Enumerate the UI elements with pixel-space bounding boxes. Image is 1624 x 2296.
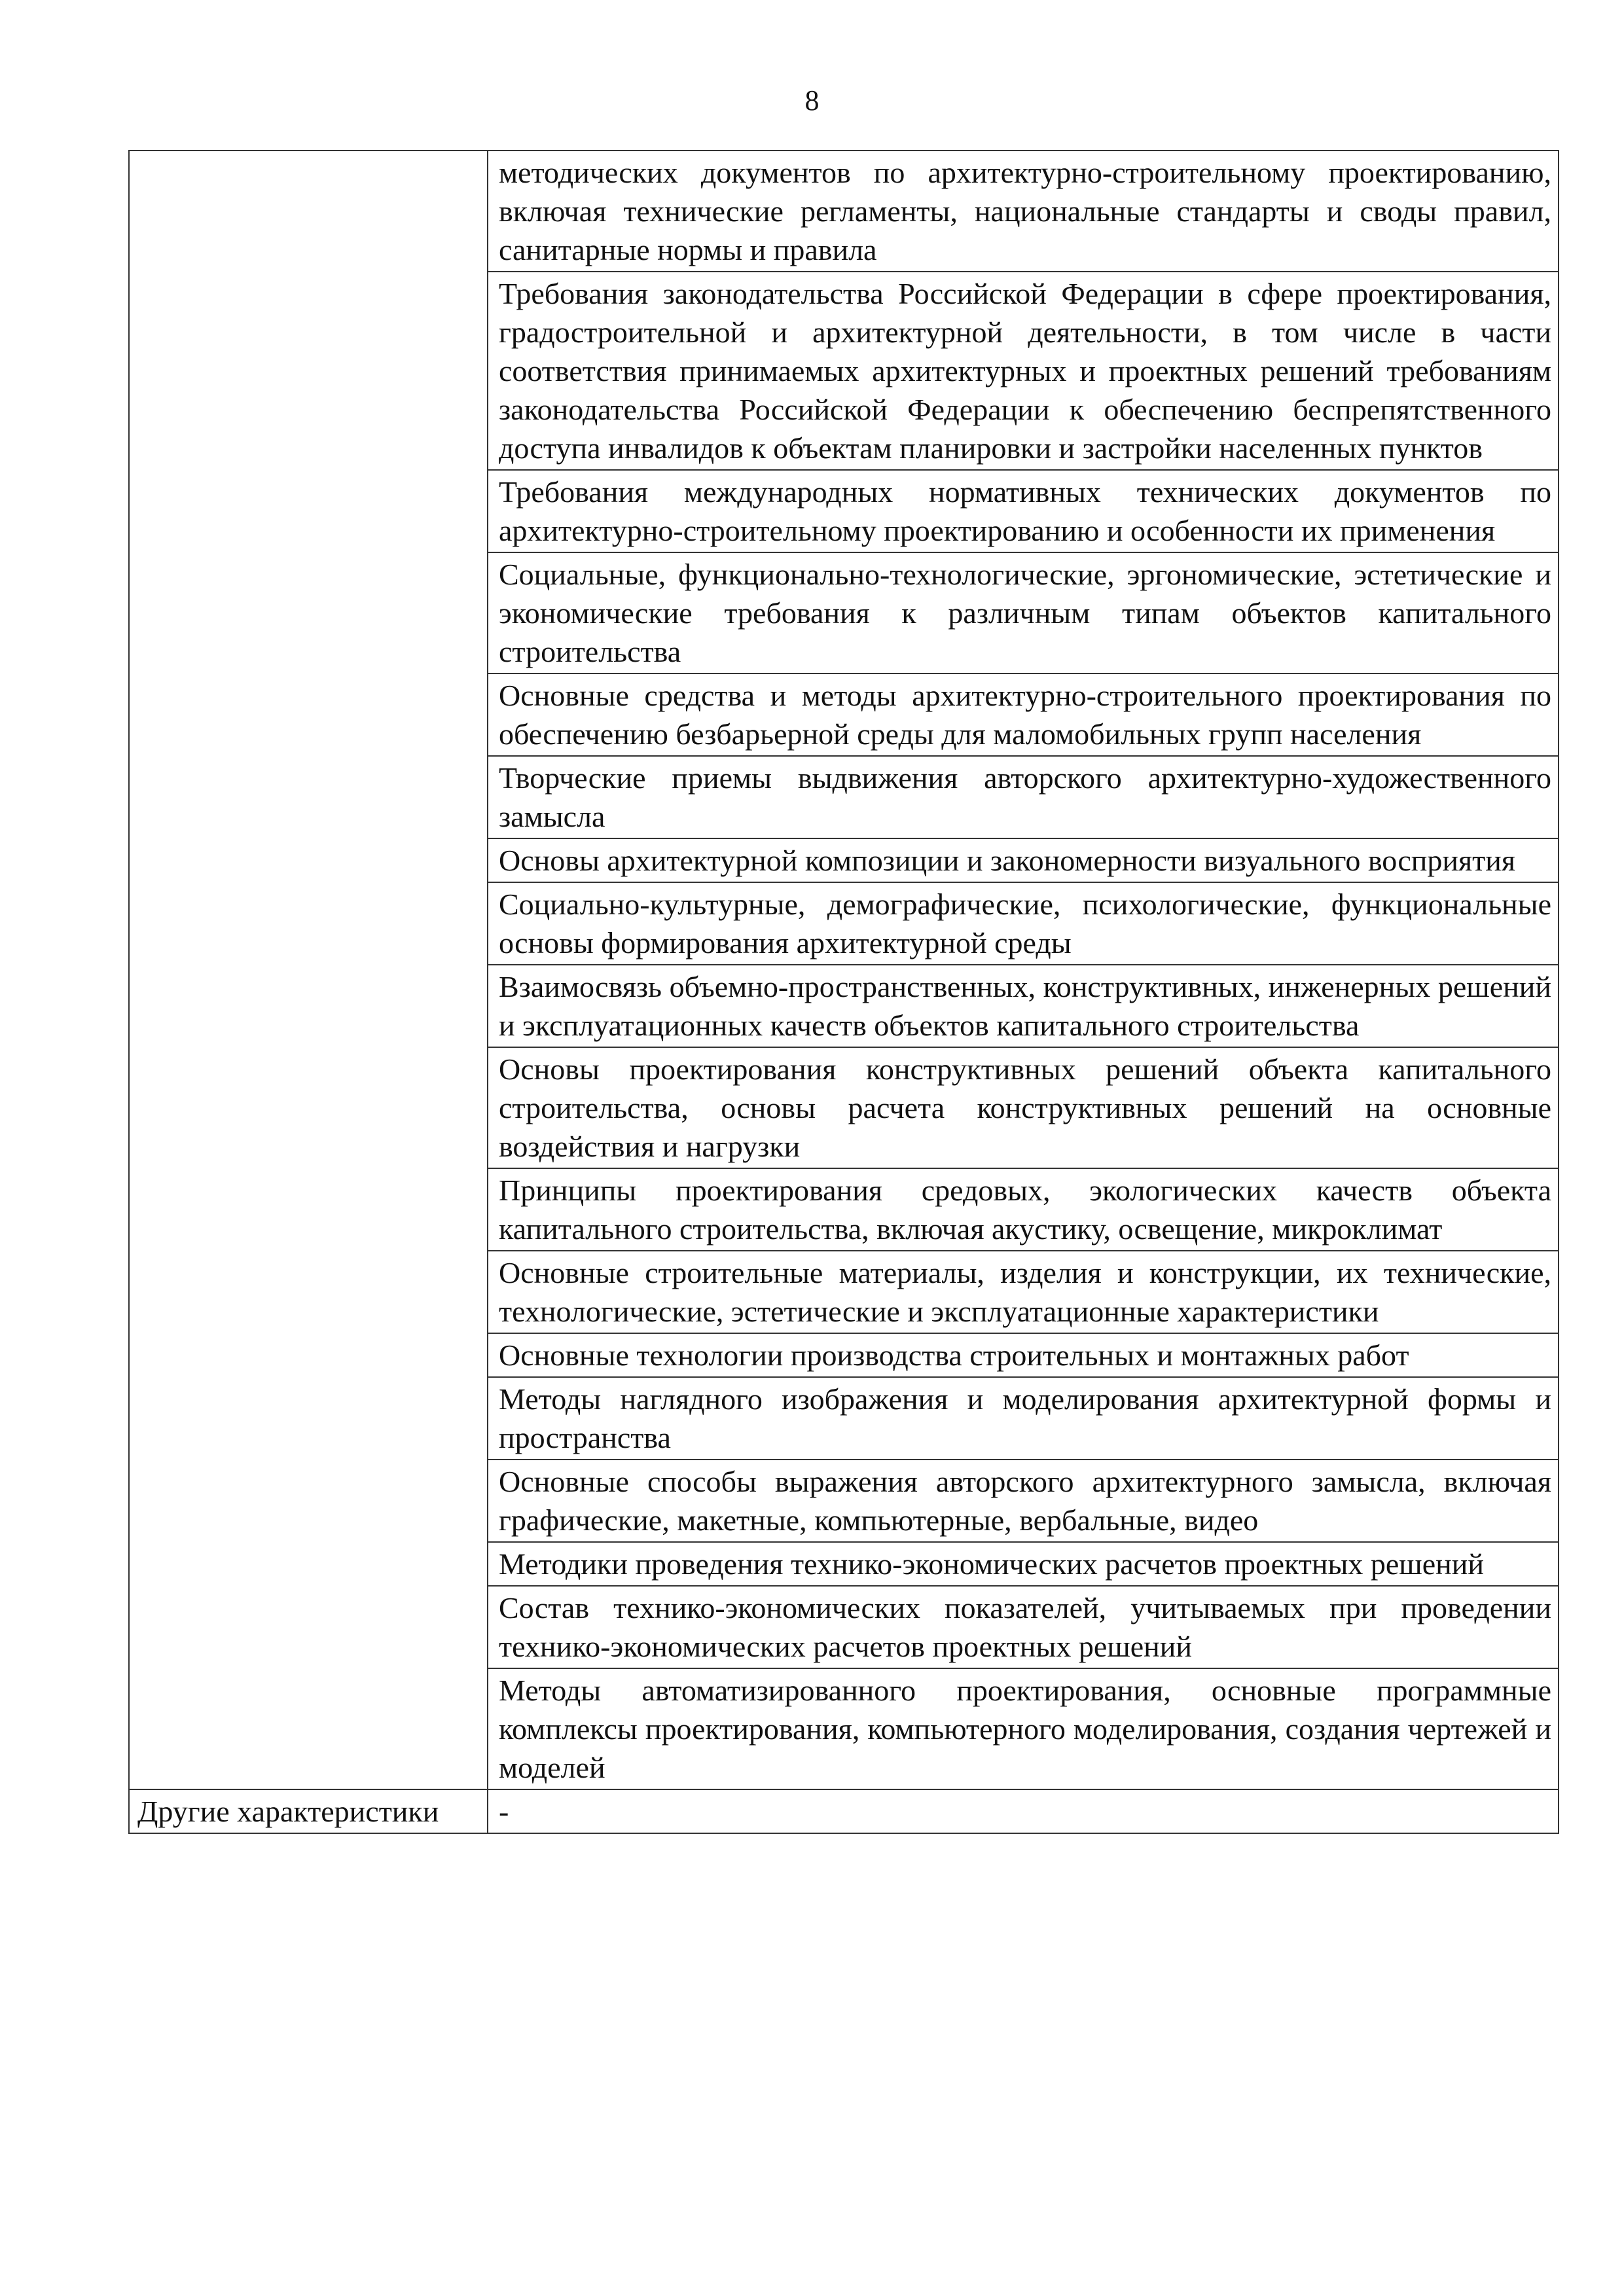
table-row [129,1047,1559,1168]
empty-label-cell [129,1668,488,1789]
empty-label-cell [129,1047,488,1168]
requirement-text: Принципы проектирования средовых, экологических качеств объекта капитального строительства, включая акустику, освещение, микроклимат [488,1168,1559,1251]
table-row [129,1542,1559,1586]
table-row [129,673,1559,756]
requirement-text: Основные строительные материалы, изделия и конструкции, их технические, технологические, эстетические и эксплуатационные характеристики [488,1251,1559,1333]
table-row [129,1333,1559,1377]
table-row [129,1377,1559,1460]
empty-label-cell [129,1168,488,1251]
table-row [129,1251,1559,1333]
requirement-text: Методики проведения технико-экономических расчетов проектных решений [488,1542,1559,1586]
table-row [129,151,1559,272]
empty-label-cell [129,552,488,673]
table-row [129,756,1559,838]
requirement-text: Творческие приемы выдвижения авторского архитектурно-художественного замысла [488,756,1559,838]
table-row [129,1789,1559,1833]
requirements-table [128,150,1559,1834]
empty-label-cell [129,1251,488,1333]
table-row [129,1168,1559,1251]
empty-label-cell [129,1377,488,1460]
requirement-text: Требования международных нормативных технических документов по архитектурно-строительному проектированию и особенности их применения [488,470,1559,552]
requirement-text: Основные способы выражения авторского архитектурного замысла, включая графические, макетные, компьютерные, вербальные, видео [488,1460,1559,1542]
table-row [129,1668,1559,1789]
requirement-text: Основы проектирования конструктивных решений объекта капитального строительства, основы расчета конструктивных решений на основные воздействия и нагрузки [488,1047,1559,1168]
empty-label-cell [129,1586,488,1668]
requirement-text: Требования законодательства Российской Федерации в сфере проектирования, градостроительной и архитектурной деятельности, в том числе в части соответствия принимаемых архитектурных и проектных решений требованиям законодательства Российской Федерации к обеспечению беспрепятственного доступа инвалидов к объектам планировки и застройки населенных пунктов [488,272,1559,470]
requirement-text: Методы автоматизированного проектирования, основные программные комплексы проектирования, компьютерного моделирования, создания чертежей и моделей [488,1668,1559,1789]
table-row [129,1586,1559,1668]
other-characteristics-label: Другие характеристики [129,1789,488,1833]
requirement-text: Социальные, функционально-технологические, эргономические, эстетические и экономические требования к различным типам объектов капитального строительства [488,552,1559,673]
table-row [129,272,1559,470]
table-row [129,470,1559,552]
empty-label-cell [129,1542,488,1586]
requirement-text: Методы наглядного изображения и моделирования архитектурной формы и пространства [488,1377,1559,1460]
empty-label-cell [129,673,488,756]
table-row [129,965,1559,1047]
empty-label-cell [129,151,488,272]
table-row [129,552,1559,673]
table-row [129,1460,1559,1542]
requirement-text: методических документов по архитектурно-строительному проектированию, включая технические регламенты, национальные стандарты и своды правил, санитарные нормы и правила [488,151,1559,272]
requirement-text: Основы архитектурной композиции и закономерности визуального восприятия [488,838,1559,882]
empty-label-cell [129,1333,488,1377]
requirement-text: Состав технико-экономических показателей, учитываемых при проведении технико-экономических расчетов проектных решений [488,1586,1559,1668]
requirement-text: Социально-культурные, демографические, психологические, функциональные основы формирования архитектурной среды [488,882,1559,965]
empty-label-cell [129,470,488,552]
empty-label-cell [129,1460,488,1542]
other-characteristics-value: - [488,1789,1559,1833]
table-row [129,838,1559,882]
empty-label-cell [129,756,488,838]
empty-label-cell [129,965,488,1047]
requirement-text: Основные средства и методы архитектурно-строительного проектирования по обеспечению безбарьерной среды для маломобильных групп населения [488,673,1559,756]
page-number: 8 [804,84,820,117]
empty-label-cell [129,838,488,882]
requirement-text: Взаимосвязь объемно-пространственных, конструктивных, инженерных решений и эксплуатационных качеств объектов капитального строительства [488,965,1559,1047]
table-row [129,882,1559,965]
requirement-text: Основные технологии производства строительных и монтажных работ [488,1333,1559,1377]
empty-label-cell [129,882,488,965]
empty-label-cell [129,272,488,470]
